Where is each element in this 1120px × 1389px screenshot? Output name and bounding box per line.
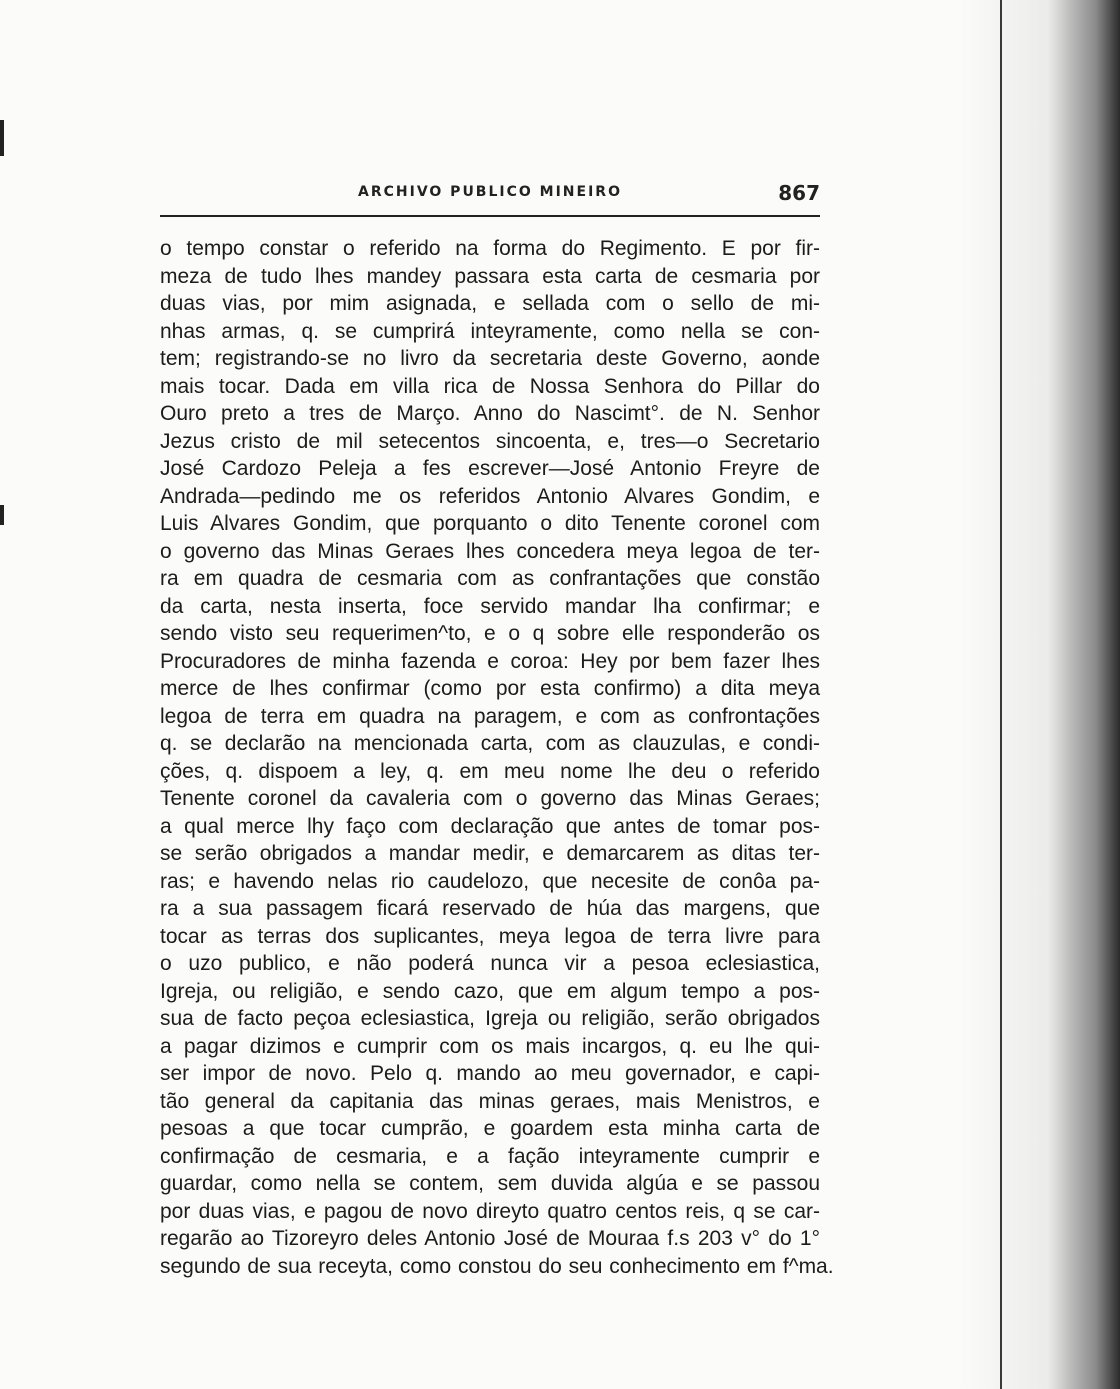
scan-edge-mark xyxy=(0,505,4,525)
page-header xyxy=(160,181,820,214)
text-line: confirmação de cesmaria, e a fação inteyramente cumprir e xyxy=(160,1144,820,1168)
text-line: regarão ao Tizoreyro deles Antonio José de Mouraa f.s 203 v° do 1° xyxy=(160,1227,820,1250)
text-line: merce de lhes confirmar (como por esta confirmo) a dita meya xyxy=(160,677,820,700)
text-line: o uzo publico, e não poderá nunca vir a pesoa eclesiastica, xyxy=(160,952,820,975)
text-line: ra a sua passagem ficará reservado de húa das margens, que xyxy=(160,897,820,920)
text-line: Igreja, ou religião, e sendo cazo, que em algum tempo a pos- xyxy=(160,979,820,1003)
text-line: o governo das Minas Geraes lhes concedera meya legoa de ter- xyxy=(160,539,820,563)
scan-edge-mark xyxy=(0,120,4,156)
text-line: se serão obrigados a mandar medir, e demarcarem as ditas ter- xyxy=(160,842,820,865)
text-line: Luis Alvares Gondim, que porquanto o dito Tenente coronel com xyxy=(160,512,820,535)
text-line: sendo visto seu requerimen^to, e o q sobre elle responderão os xyxy=(160,622,820,645)
text-line: ras; e havendo nelas rio caudelozo, que necesite de conôa pa- xyxy=(160,869,820,893)
running-head: ARCHIVO PUBLICO MINEIRO xyxy=(358,184,622,200)
text-line: Procuradores de minha fazenda e coroa: Hey por bem fazer lhes xyxy=(160,649,820,673)
text-line: ções, q. dispoem a ley, q. em meu nome lhe deu o referido xyxy=(160,759,820,783)
book-gutter-shadow xyxy=(960,0,1120,1389)
text-line: Tenente coronel da cavaleria com o governo das Minas Geraes; xyxy=(160,787,820,810)
text-line: tem; registrando-se no livro da secretaria deste Governo, aonde xyxy=(160,347,820,370)
text-line: nhas armas, q. se cumprirá inteyramente, como nella se con- xyxy=(160,319,820,343)
text-line: a qual merce lhy faço com declaração que antes de tomar pos- xyxy=(160,814,820,838)
header-rule xyxy=(160,215,820,217)
text-line: guardar, como nella se contem, sem duvida algúa e se passou xyxy=(160,1172,820,1195)
text-line: a pagar dizimos e cumprir com os mais incargos, q. eu lhe qui- xyxy=(160,1034,820,1058)
text-line: legoa de terra em quadra na paragem, e com as confrontações xyxy=(160,704,820,728)
text-line: sua de facto peçoa eclesiastica, Igreja ou religião, serão obrigados xyxy=(160,1007,820,1030)
text-line: duas vias, por mim asignada, e sellada com o sello de mi- xyxy=(160,292,820,315)
text-line: pesoas a que tocar cumprão, e goardem esta minha carta de xyxy=(160,1117,820,1140)
text-line: o tempo constar o referido na forma do Regimento. E por fir- xyxy=(160,237,820,260)
gutter-crease xyxy=(1000,0,1002,1389)
text-line: meza de tudo lhes mandey passara esta carta de cesmaria por xyxy=(160,264,820,288)
text-line: da carta, nesta inserta, foce servido mandar lha confirmar; e xyxy=(160,594,820,618)
page-number: 867 xyxy=(778,181,820,205)
text-line: ra em quadra de cesmaria com as confrantações que constão xyxy=(160,567,820,590)
text-line: por duas vias, e pagou de novo direyto quatro centos reis, q se car- xyxy=(160,1199,820,1223)
text-line: mais tocar. Dada em villa rica de Nossa Senhora do Pillar do xyxy=(160,374,820,398)
text-line: q. se declarão na mencionada carta, com as clauzulas, e condi- xyxy=(160,732,820,755)
text-line: Jezus cristo de mil setecentos sincoenta, e, tres—o Secretario xyxy=(160,429,820,453)
text-line: Andrada—pedindo me os referidos Antonio Alvares Gondim, e xyxy=(160,484,820,508)
text-line: José Cardozo Peleja a fes escrever—José Antonio Freyre de xyxy=(160,457,820,480)
text-line: tão general da capitania das minas geraes, mais Menistros, e xyxy=(160,1089,820,1113)
text-line: segundo de sua receyta, como constou do seu conhecimento em f^ma. xyxy=(160,1254,834,1278)
body-text xyxy=(160,235,834,1280)
text-line: tocar as terras dos suplicantes, meya legoa de terra livre para xyxy=(160,924,820,948)
text-line: Ouro preto a tres de Março. Anno do Nascimt°. de N. Senhor xyxy=(160,402,820,425)
text-line: ser impor de novo. Pelo q. mando ao meu governador, e capi- xyxy=(160,1062,820,1085)
